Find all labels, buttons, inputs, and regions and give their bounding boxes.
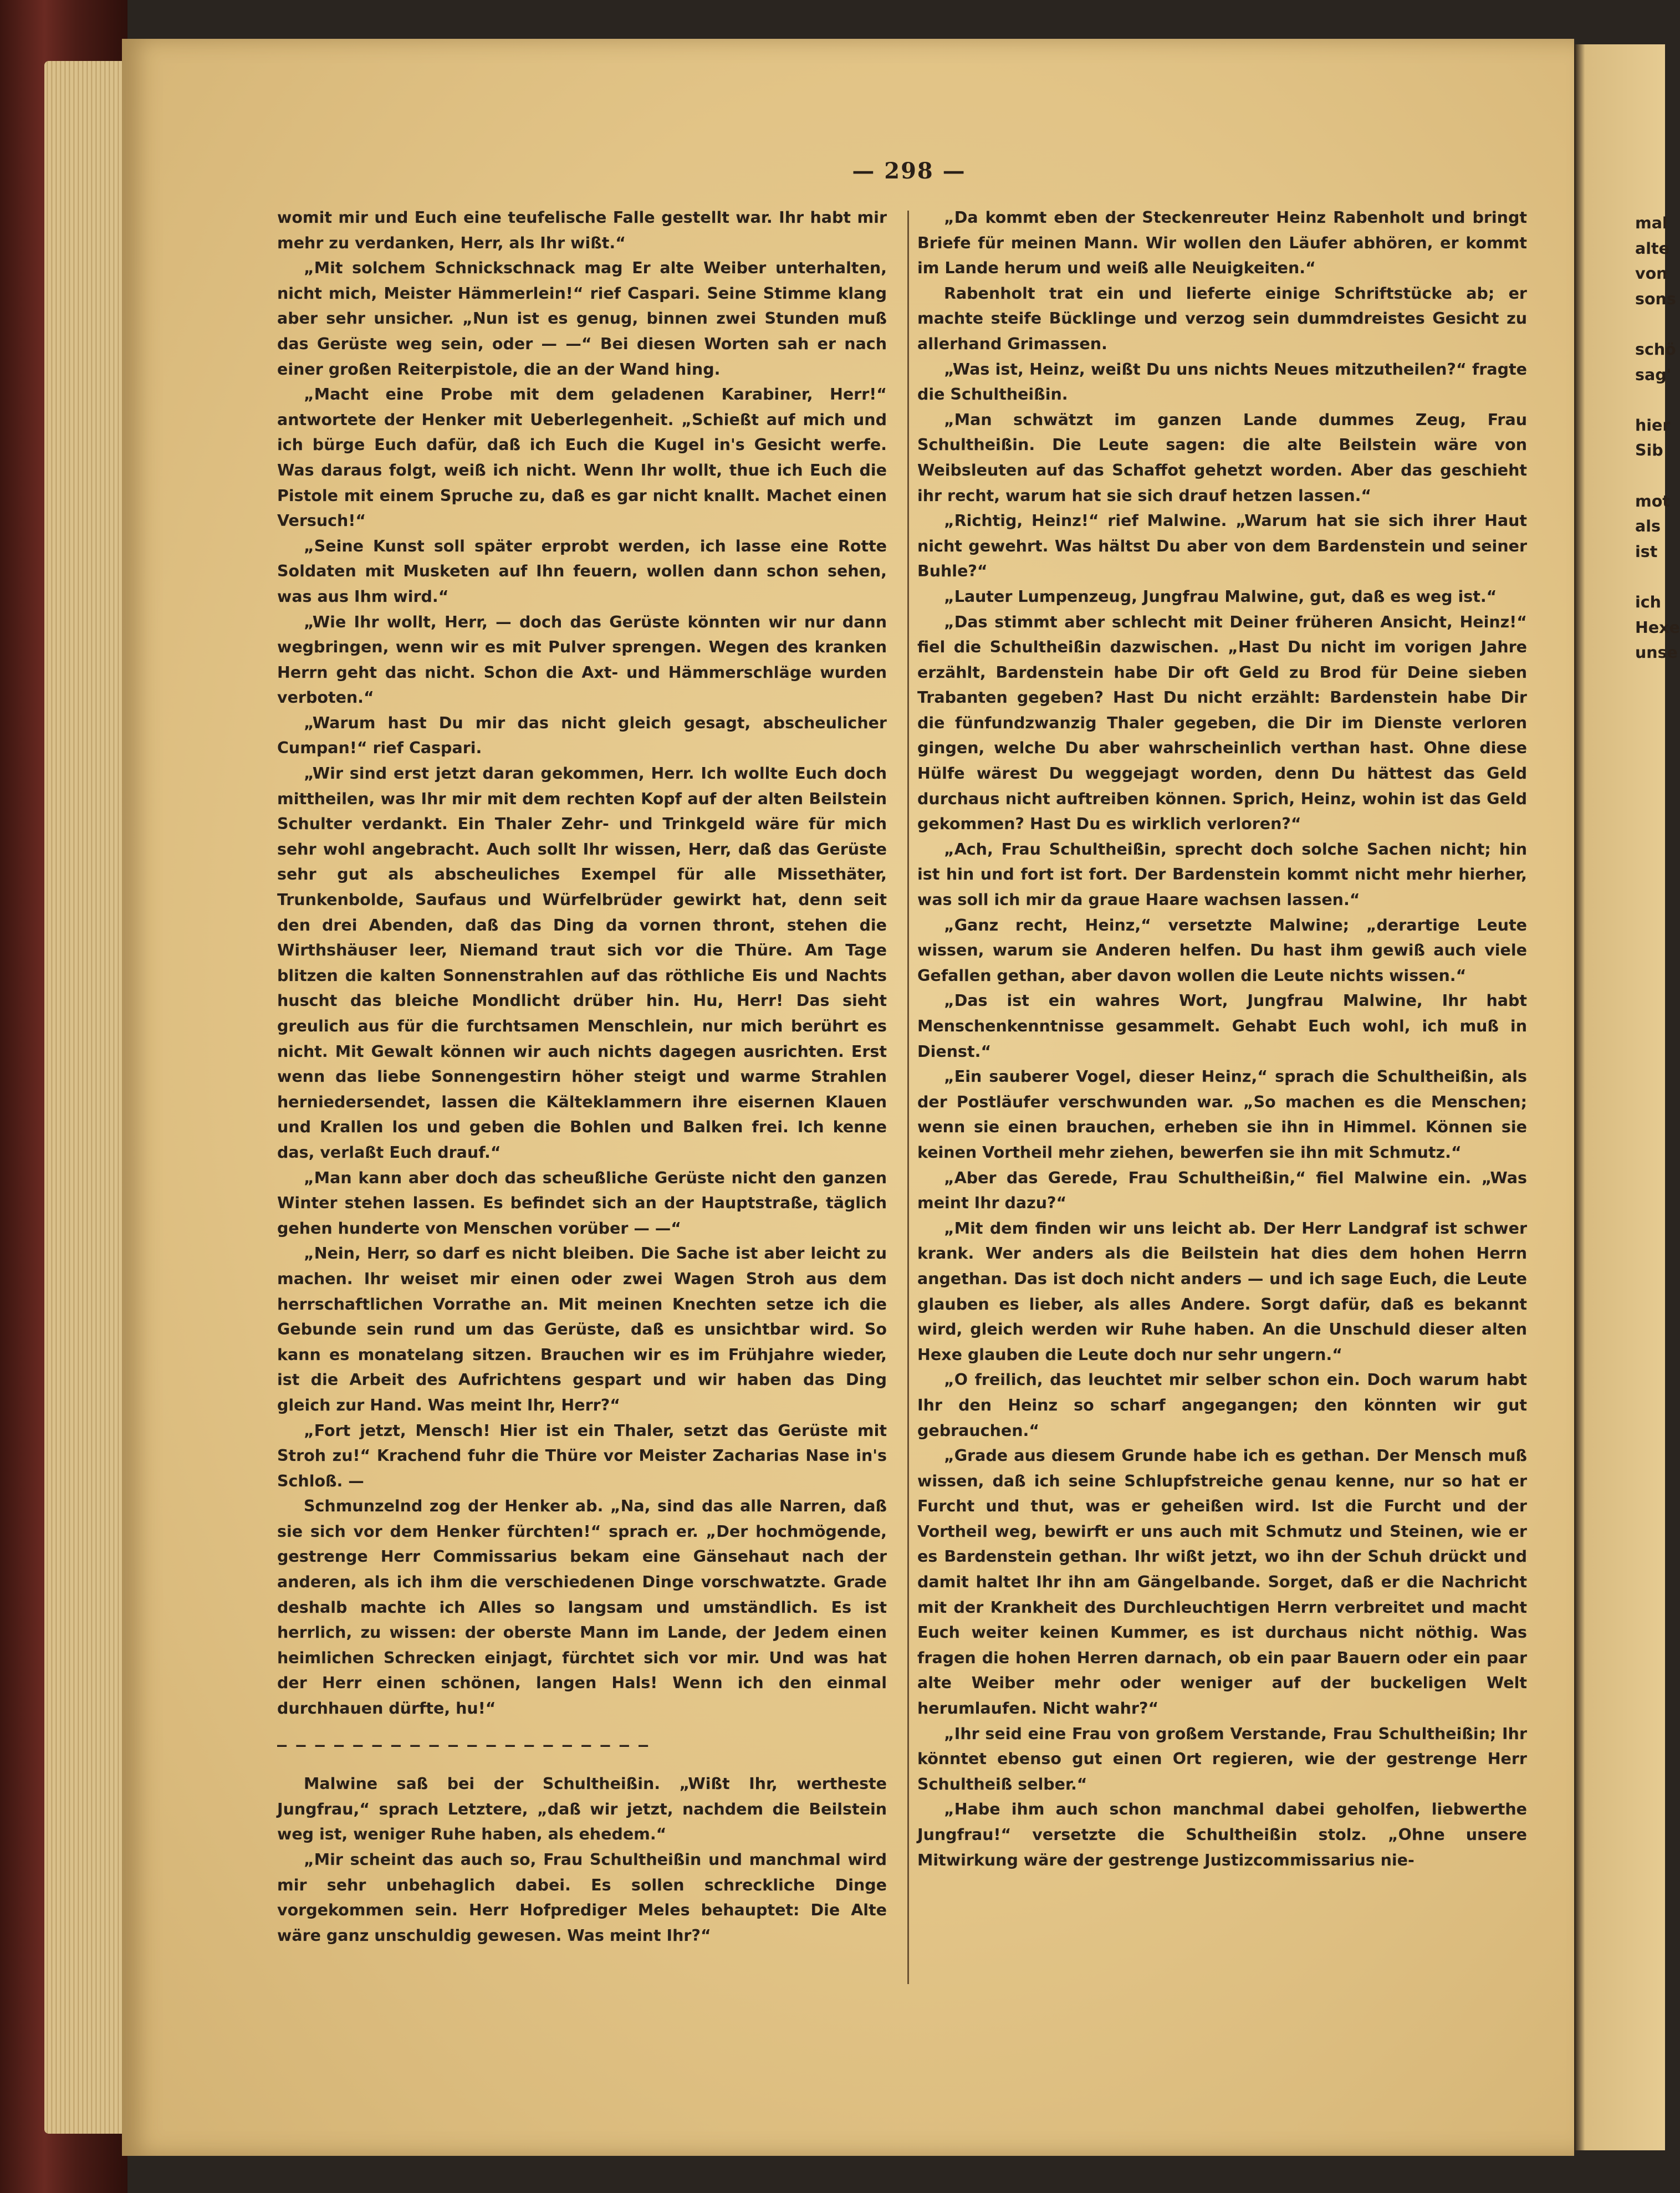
margin-fragment: Hexe <box>1635 618 1680 637</box>
paragraph: „Mit dem finden wir uns leicht ab. Der Herr Landgraf ist schwer krank. Wer anders als die Beilstein hat dies dem hohen Herrn angethan. Das ist doch nicht anders — und ich sage Euch, die Leute glauben es lieber, als alles Andere. Sorgt dafür, daß es bekannt wird, gleich werden wir Ruhe haben. An die Unschuld dieser alten Hexe glauben die Leute doch nur sehr ungern.“ <box>917 1219 1527 1364</box>
right-column <box>917 205 1527 1873</box>
paragraph: womit mir und Euch eine teufelische Falle gestellt war. Ihr habt mir mehr zu verdanken, Herr, als Ihr wißt.“ <box>277 208 887 252</box>
margin-fragment: hier <box>1635 416 1671 434</box>
margin-fragment: mot <box>1635 492 1670 510</box>
paragraph: „Macht eine Probe mit dem geladenen Karabiner, Herr!“ antwortete der Henker mit Ueberlegenheit. „Schießt auf mich und ich bürge Euch dafür, daß ich Euch die Kugel in's Gesicht werfe. Was daraus folgt, weiß ich nicht. Wenn Ihr wollt, thue ich Euch die Pistole mit einem Spruche zu, daß es gar nicht knallt. Machet einen Versuch!“ <box>277 385 887 530</box>
paragraph: „Richtig, Heinz!“ rief Malwine. „Warum hat sie sich ihrer Haut nicht gewehrt. Was hältst Du aber von dem Bardenstein und seiner Buhle?“ <box>917 512 1527 581</box>
paragraph: „Nein, Herr, so darf es nicht bleiben. Die Sache ist aber leicht zu machen. Ihr weiset mir einen oder zwei Wagen Stroh aus dem herrschaftlichen Vorrathe an. Mit meinen Knechten setze ich die Gebunde sein rund um das Gerüste, daß es unsichtbar wird. So kann es monatelang sitzen. Brauchen wir es im Frühjahre wieder, ist die Arbeit des Aufrichtens gespart und wir haben das Ding gleich zur Hand. Was meint Ihr, Herr?“ <box>277 1244 887 1414</box>
margin-fragment: von <box>1635 264 1668 283</box>
margin-fragment: Sib <box>1635 441 1663 460</box>
column-divider <box>907 211 909 1984</box>
paragraph: „Grade aus diesem Grunde habe ich es gethan. Der Mensch muß wissen, daß ich seine Schlupfstreiche genau kenne, nur so hat er Furcht und thut, was er geheißen wird. Ist die Furcht und der Vortheil weg, bewirft er uns auch mit Schmutz und Steinen, wie er es Bardenstein gethan. Ihr wißt jetzt, wo ihn der Schuh drückt und damit haltet Ihr ihn am Gängelbande. Sorget, daß er die Nachricht mit der Krankheit des Durchleuchtigen Herrn verbreitet und macht Euch weiter keinen Kummer, es ist durchaus nicht nöthig. Was fragen die hohen Herren darnach, ob ein paar Bauern oder ein paar alte Weiber mehr oder weniger auf der buckeligen Welt herumlaufen. Nicht wahr?“ <box>917 1446 1527 1718</box>
paragraph: Rabenholt trat ein und lieferte einige Schriftstücke ab; er machte steife Bücklinge und verzog sein dummdreistes Gesicht zu allerhand Grimassen. <box>917 284 1527 353</box>
margin-fragment: alte <box>1635 239 1669 258</box>
paragraph: „Fort jetzt, Mensch! Hier ist ein Thaler, setzt das Gerüste mit Stroh zu!“ Krachend fuhr die Thüre vor Meister Zacharias Nase in's Schloß. — <box>277 1421 887 1490</box>
margin-gap <box>1635 387 1665 413</box>
paragraph: „Da kommt eben der Steckenreuter Heinz Rabenholt und bringt Briefe für meinen Mann. Wir wollen den Läufer abhören, er kommt im Lande herum und weiß alle Neuigkeiten.“ <box>917 208 1527 278</box>
next-page-margin-text <box>1635 211 1680 666</box>
margin-fragment: ist <box>1635 542 1658 561</box>
paragraph: Malwine saß bei der Schultheißin. „Wißt Ihr, wertheste Jungfrau,“ sprach Letztere, „daß wir jetzt, nachdem die Beilstein weg ist, weniger Ruhe haben, als ehedem.“ <box>277 1775 887 1844</box>
paragraph: „Wie Ihr wollt, Herr, — doch das Gerüste könnten wir nur dann wegbringen, wenn wir es mit Pulver sprengen. Wegen des kranken Herrn geht das nicht. Schon die Axt- und Hämmerschläge wurden verboten.“ <box>277 612 887 707</box>
paragraph: „Habe ihm auch schon manchmal dabei geholfen, liebwerthe Jungfrau!“ versetzte die Schultheißin stolz. „Ohne unsere Mitwirkung wäre der gestrenge Justizcommissarius nie- <box>917 1800 1527 1869</box>
margin-fragment: schö <box>1635 340 1676 359</box>
left-column <box>277 205 887 1948</box>
paragraph: „Seine Kunst soll später erprobt werden, ich lasse eine Rotte Soldaten mit Musketen auf Ihn feuern, wollen dann schon sehen, was aus Ihm wird.“ <box>277 536 887 606</box>
paragraph: „Mit solchem Schnickschnack mag Er alte Weiber unterhalten, nicht mich, Meister Hämmerlein!“ rief Caspari. Seine Stimme klang aber sehr unsicher. „Nun ist es genug, binnen zwei Stunden muß das Gerüste weg sein, oder — —“ Bei diesen Worten sah er nach einer großen Reiterpistole, die an der Wand hing. <box>277 259 887 379</box>
paragraph: „Lauter Lumpenzeug, Jungfrau Malwine, gut, daß es weg ist.“ <box>944 587 1497 606</box>
paragraph: „Mir scheint das auch so, Frau Schultheißin und manchmal wird mir sehr unbehaglich dabei. Es sollen schreckliche Dinge vorgekommen sein. Herr Hofprediger Meles behauptet: Die Alte wäre ganz unschuldig gewesen. Was meint Ihr?“ <box>277 1850 887 1945</box>
margin-gap <box>1635 463 1665 489</box>
paragraph: Schmunzelnd zog der Henker ab. „Na, sind das alle Narren, daß sie sich vor dem Henker fürchten!“ sprach er. „Der hochmögende, gestrenge Herr Commissarius bekam eine Gänsehaut nach der anderen, als ich ihm die verschiedenen Dinge vorschwatzte. Grade deshalb machte ich Alles so langsam und umständlich. Es ist herrlich, zu wissen: der oberste Mann im Lande, der Jedem einen heimlichen Schrecken einjagt, fürchtet sich vor mir. Und was hat der Herr einen schönen, langen Hals! Wenn ich den einmal durchhauen dürfte, hu!“ <box>277 1497 887 1718</box>
paragraph: „Ganz recht, Heinz,“ versetzte Malwine; „derartige Leute wissen, warum sie Anderen helfen. Du hast ihm gewiß auch viele Gefallen gethan, aber davon wollen die Leute nichts wissen.“ <box>917 916 1527 985</box>
paragraph: „Ein sauberer Vogel, dieser Heinz,“ sprach die Schultheißin, als der Postläufer verschwunden war. „So machen es die Menschen; wenn sie einen brauchen, erheben sie ihn in Himmel. Können sie keinen Vortheil mehr ziehen, bewerfen sie ihn mit Schmutz.“ <box>917 1067 1527 1162</box>
paragraph: „Das ist ein wahres Wort, Jungfrau Malwine, Ihr habt Menschenkenntnisse gesammelt. Gehabt Euch wohl, ich muß in Dienst.“ <box>917 991 1527 1061</box>
paragraph: „Aber das Gerede, Frau Schultheißin,“ fiel Malwine ein. „Was meint Ihr dazu?“ <box>917 1168 1527 1213</box>
section-separator: — — — — — — — — — — — — — — — — — — — — <box>277 1735 648 1754</box>
margin-fragment: als <box>1635 517 1661 536</box>
paragraph: „Man kann aber doch das scheußliche Gerüste nicht den ganzen Winter stehen lassen. Es befindet sich an der Hauptstraße, täglich gehen hunderte von Menschen vorüber — —“ <box>277 1168 887 1238</box>
margin-fragment: mal <box>1635 214 1668 232</box>
paragraph: „Das stimmt aber schlecht mit Deiner früheren Ansicht, Heinz!“ fiel die Schultheißin dazwischen. „Hast Du nicht im vorigen Jahre erzählt, Bardenstein habe Dir oft Geld zu Brod für Deine sieben Trabanten gegeben? Hast Du nicht erzählt: Bardenstein habe Dir die fünfundzwanzig Thaler gegeben, die Dir im Dienste verloren gingen, welche Du aber wahrscheinlich verthan hast. Ohne diese Hülfe wärest Du weggejagt worden, denn Du hättest das Geld durchaus nicht auftreiben können. Sprich, Heinz, wohin ist das Geld gekommen? Hast Du es wirklich verloren?“ <box>917 612 1527 834</box>
margin-fragment: sag' <box>1635 365 1672 384</box>
page-number: — 298 — <box>852 158 966 184</box>
margin-fragment: sons <box>1635 289 1676 308</box>
paragraph: „Was ist, Heinz, weißt Du uns nichts Neues mitzutheilen?“ fragte die Schultheißin. <box>917 360 1527 404</box>
paragraph: „Wir sind erst jetzt daran gekommen, Herr. Ich wollte Euch doch mittheilen, was Ihr mir mit dem rechten Kopf auf der alten Beilstein Schulter verdankt. Ein Thaler Zehr- und Trinkgeld wäre für mich sehr wohl angebracht. Auch sollt Ihr wissen, Herr, daß das Gerüste sehr gut als abscheuliches Exempel für alle Missethäter, Trunkenbolde, Saufaus und Würfelbrüder gewirkt hat, denn seit den drei Abenden, daß das Ding da vornen thront, stehen die Wirthshäuser leer, Niemand traut sich vor die Thüre. Am Tage blitzen die kalten Sonnenstrahlen auf das röthliche Eis und Nachts huscht das bleiche Mondlicht drüber hin. Hu, Herr! Das sieht greulich aus für die furchtsamen Menschlein, nur mich berührt es nicht. Mit Gewalt können wir auch nichts dagegen ausrichten. Erst wenn das liebe Sonnengestirn höher steigt und warme Strahlen herniedersendet, lassen die Kälteklammern ihre eisernen Klauen und Krallen los und geben die Bohlen und Balken frei. Ich kenne das, verlaßt Euch drauf.“ <box>277 764 887 1162</box>
paragraph: „O freilich, das leuchtet mir selber schon ein. Doch warum habt Ihr den Heinz so scharf angegangen; den könnten wir gut gebrauchen.“ <box>917 1371 1527 1440</box>
margin-fragment: ich <box>1635 592 1661 611</box>
margin-gap <box>1635 311 1665 337</box>
paragraph: „Warum hast Du mir das nicht gleich gesagt, abscheulicher Cumpan!“ rief Caspari. <box>277 713 887 758</box>
paragraph: „Ach, Frau Schultheißin, sprecht doch solche Sachen nicht; hin ist hin und fort ist fort. Der Bardenstein kommt nicht mehr hierher, was soll ich mir da graue Haare wachsen lassen.“ <box>917 840 1527 909</box>
margin-fragment: unse <box>1635 643 1678 662</box>
paragraph: „Ihr seid eine Frau von großem Verstande, Frau Schultheißin; Ihr könntet ebenso gut einen Ort regieren, wie der gestrenge Herr Schultheiß selber.“ <box>917 1724 1527 1793</box>
paragraph: „Man schwätzt im ganzen Lande dummes Zeug, Frau Schultheißin. Die Leute sagen: die alte Beilstein wäre von Weibsleuten auf das Schaffot gehetzt worden. Aber das geschieht ihr recht, warum hat sie sich drauf hetzen lassen.“ <box>917 410 1527 505</box>
margin-gap <box>1635 564 1665 590</box>
